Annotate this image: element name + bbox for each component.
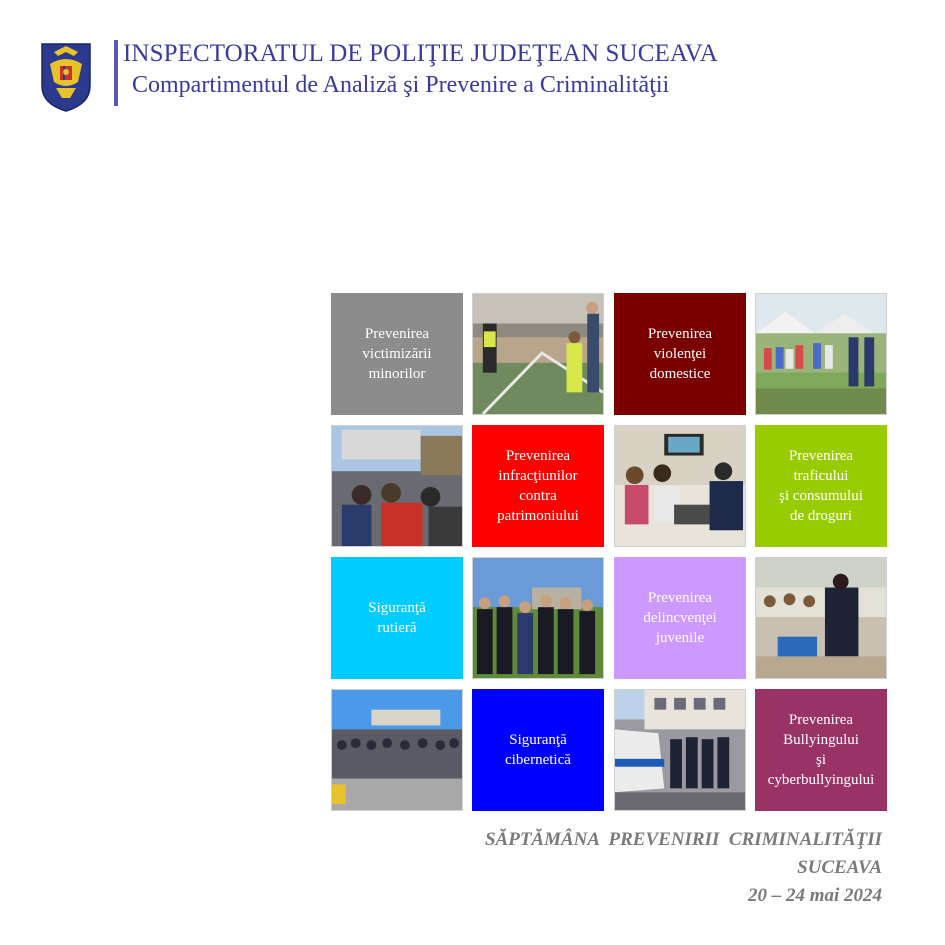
tile-label: Siguranţă rutieră: [368, 600, 426, 636]
classroom-officer-photo: [755, 557, 887, 679]
tile-siguranta-cibernetica: [472, 689, 604, 811]
tile-siguranta-rutiera: [331, 557, 463, 679]
tile-victimizare-minori: [331, 293, 463, 415]
tile-bullying: [755, 689, 887, 811]
square-crowd-photo: [331, 689, 463, 811]
tile-label: Prevenirea traficului şi consumului de droguri: [779, 448, 863, 524]
campaign-dates: 20 – 24 mai 2024: [747, 885, 882, 906]
tile-label: Prevenirea victimizării minorilor: [362, 326, 432, 382]
campaign-title: SĂPTĂMÂNA PREVENIRII CRIMINALITĂŢII: [484, 829, 882, 850]
tile-label: Siguranţă cibernetică: [505, 732, 571, 768]
tile-label: Prevenirea delincvenţei juvenile: [643, 590, 717, 646]
campaign-grid: [331, 293, 888, 813]
police-crest-icon: [40, 42, 92, 112]
tile-delincventa-juvenila: [614, 557, 746, 679]
tile-label: Prevenirea Bullyingului şi cyberbullyingului: [767, 712, 875, 788]
crowd-street-photo: [331, 425, 463, 547]
organization-title: INSPECTORATUL DE POLIŢIE JUDEŢEAN SUCEAVA: [123, 40, 718, 67]
campaign-location: SUCEAVA: [797, 857, 882, 878]
outdoor-group-photo: [755, 293, 887, 415]
officers-photo: [472, 557, 604, 679]
page-header: [40, 40, 920, 112]
tile-violenta-domestica: [614, 293, 746, 415]
classroom-photo: [614, 425, 746, 547]
children-gym-photo: [472, 293, 604, 415]
campaign-footer: [485, 826, 882, 910]
tile-label: Prevenirea infracţiunilor contra patrimoniului: [497, 448, 579, 524]
tile-label: Prevenirea violenţei domestice: [647, 326, 713, 382]
header-divider: [114, 40, 118, 106]
tile-infractiuni-patrimoniu: [472, 425, 604, 547]
organization-subtitle: Compartimentul de Analiză şi Prevenire a Criminalităţii: [132, 72, 670, 98]
police-car-photo: [614, 689, 746, 811]
tile-trafic-droguri: [755, 425, 887, 547]
